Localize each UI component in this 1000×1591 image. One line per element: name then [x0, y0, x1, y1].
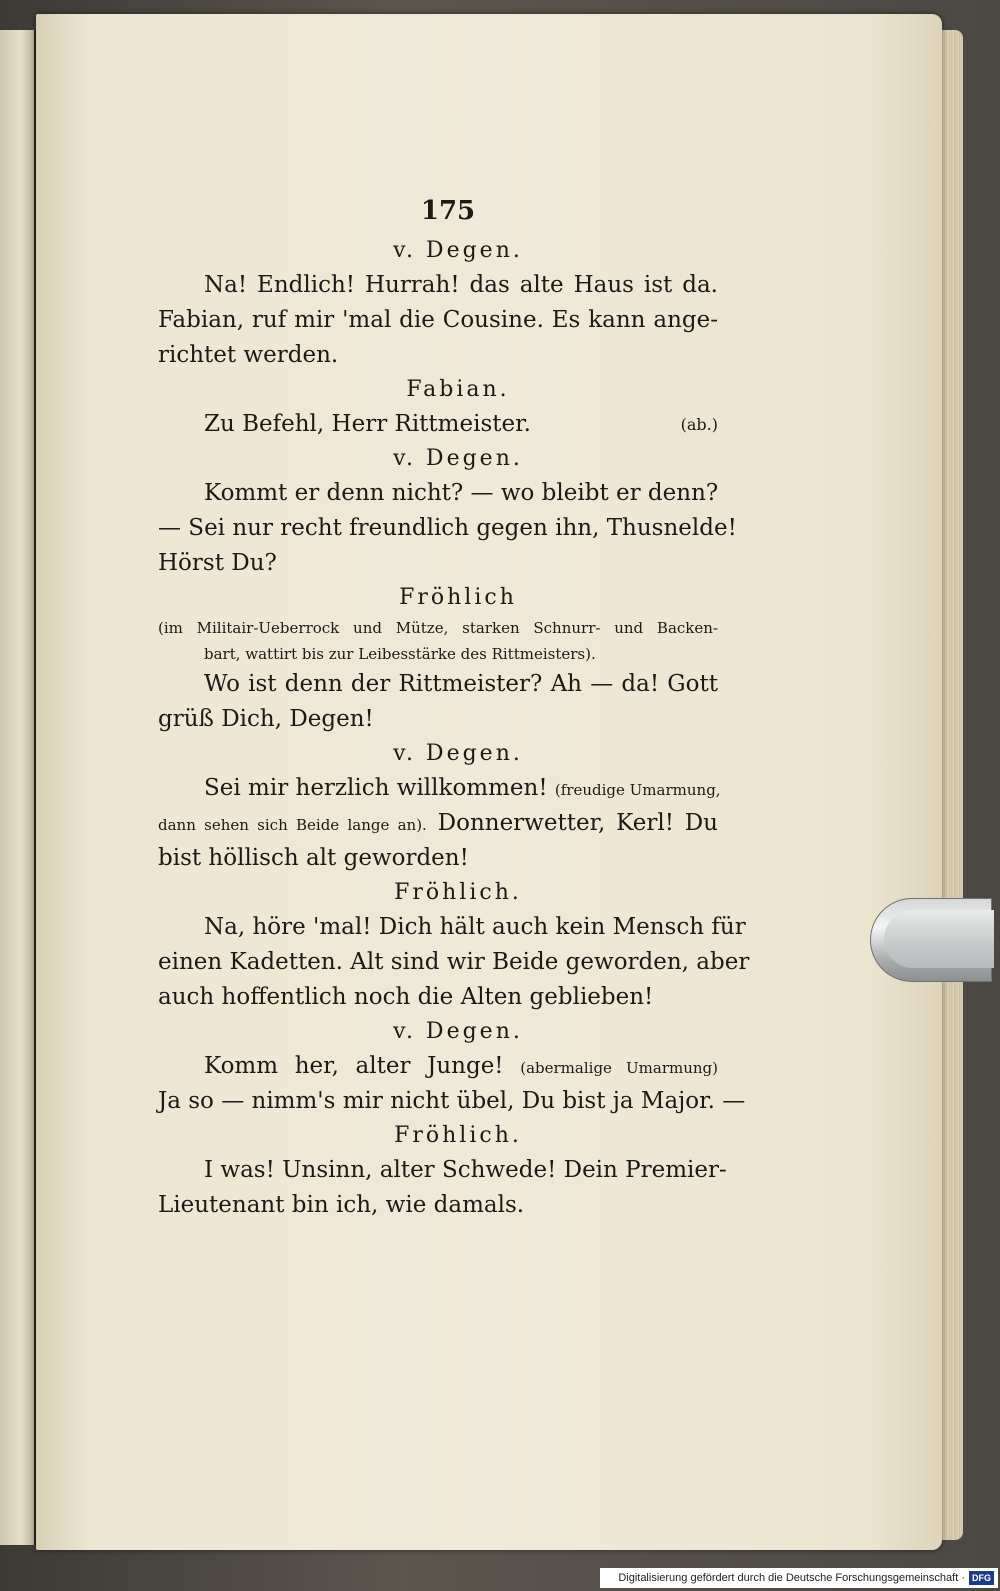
text-lines — [158, 234, 750, 1223]
line-text: auch hoffentlich noch die Alten geblieben! — [158, 984, 654, 1010]
line-text: I was! Unsinn, alter Schwede! Dein Premier- — [204, 1157, 727, 1183]
line-text: Kommt er denn nicht? — wo bleibt er denn? — [204, 480, 719, 506]
line-text: — Sei nur recht freundlich gegen ihn, Thusnelde! — [158, 515, 737, 541]
line-text: Zu Befehl, Herr Rittmeister. — [204, 411, 531, 437]
line-text: Lieutenant bin ich, wie damals. — [158, 1192, 525, 1218]
text-line — [158, 1049, 718, 1084]
line-text: Na! Endlich! Hurrah! das alte Haus ist da. — [204, 272, 718, 298]
speaker-name: v. Degen. — [393, 238, 523, 263]
line-text: Komm her, alter Junge! — [204, 1053, 504, 1079]
text-line — [158, 1188, 718, 1223]
text-line — [158, 980, 718, 1015]
paper-clip-inner — [884, 910, 994, 968]
line-text: Sei mir herzlich willkommen! — [204, 775, 548, 801]
text-line — [158, 407, 718, 442]
text-line — [158, 511, 737, 546]
speaker-name: v. Degen. — [393, 446, 523, 471]
text-line — [158, 702, 718, 737]
inline-stage-direction: dann sehen sich Beide lange an). — [158, 816, 427, 834]
speaker-name: v. Degen. — [393, 1019, 523, 1044]
text-line — [158, 910, 746, 945]
speaker-name: v. Degen. — [393, 741, 523, 766]
text-line — [158, 771, 721, 806]
speaker-name: Fabian. — [406, 377, 510, 402]
line-text: Wo ist denn der Rittmeister? Ah — da! Gott — [204, 671, 718, 697]
text-line — [158, 338, 718, 373]
stage-direction: (im Militair-Ueberrock und Mütze, starken Schnurr- und Backen- — [158, 619, 718, 637]
line-text: Na, höre 'mal! Dich hält auch kein Mensch für — [204, 914, 746, 940]
page-text — [158, 188, 750, 1223]
text-line — [158, 1153, 727, 1188]
text-line — [158, 546, 718, 581]
line-text: bist höllisch alt geworden! — [158, 845, 469, 871]
facing-page-edge — [0, 30, 36, 1545]
page-number: 175 — [420, 196, 476, 226]
line-text: Donnerwetter, Kerl! Du — [437, 810, 718, 836]
text-line — [158, 303, 718, 338]
text-line — [158, 1084, 746, 1119]
digitization-footer — [600, 1568, 998, 1588]
stage-direction: bart, wattirt bis zur Leibesstärke des Rittmeisters). — [204, 645, 596, 663]
speaker-name: Fröhlich. — [394, 1123, 522, 1148]
line-text: grüß Dich, Degen! — [158, 706, 374, 732]
stage-note: (ab.) — [680, 415, 718, 434]
dfg-logo: DFG — [969, 1571, 994, 1585]
inline-stage-direction: (freudige Umarmung, — [554, 781, 721, 799]
line-text: einen Kadetten. Alt sind wir Beide geworden, aber — [158, 949, 750, 975]
text-line — [158, 841, 718, 876]
text-line — [158, 945, 750, 980]
speaker-name: Fröhlich — [399, 585, 517, 610]
text-line — [158, 476, 718, 511]
speaker-name: Fröhlich. — [394, 880, 522, 905]
line-text: richtet werden. — [158, 342, 339, 368]
inline-stage-direction: (abermalige Umarmung) — [520, 1059, 719, 1077]
line-text: Fabian, ruf mir 'mal die Cousine. Es kann ange- — [158, 307, 718, 333]
text-line — [158, 806, 718, 841]
text-line — [158, 268, 718, 303]
line-text: Hörst Du? — [158, 550, 277, 576]
line-text: Ja so — nimm's mir nicht übel, Du bist ja Major. — — [158, 1088, 746, 1114]
footer-text: Digitalisierung gefördert durch die Deutsche Forschungsgemeinschaft · — [618, 1572, 965, 1584]
text-line — [158, 667, 718, 702]
